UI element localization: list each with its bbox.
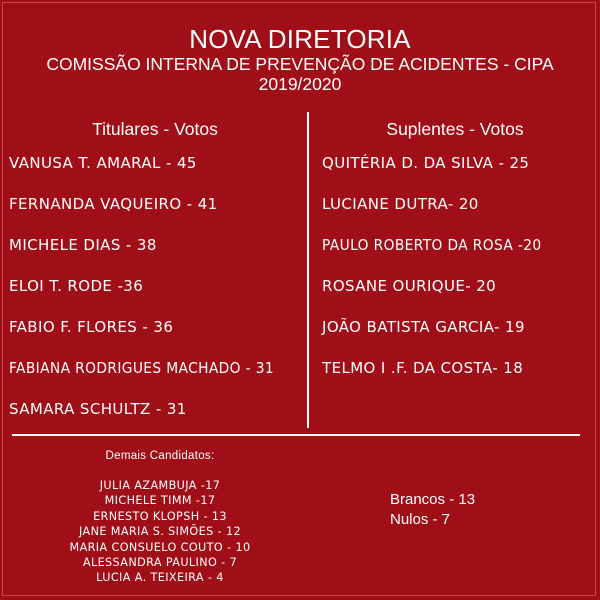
suplente-item: PAULO ROBERTO DA ROSA -20 xyxy=(322,236,542,254)
titulares-list xyxy=(9,152,305,439)
suplente-item: LUCIANE DUTRA- 20 xyxy=(322,195,479,213)
demais-item: MARIA CONSUELO COUTO - 10 xyxy=(69,540,251,554)
suplente-item: JOÃO BATISTA GARCIA- 19 xyxy=(322,318,525,336)
header xyxy=(0,24,600,94)
titular-item: ELOI T. RODE -36 xyxy=(9,277,144,295)
suplente-item: TELMO I .F. DA COSTA- 18 xyxy=(322,359,524,377)
brancos-count: Brancos - 13 xyxy=(390,491,476,508)
demais-item: MICHELE TIMM -17 xyxy=(104,494,216,508)
suplente-item: ROSANE OURIQUE- 20 xyxy=(322,277,497,295)
titular-item: SAMARA SCHULTZ - 31 xyxy=(9,400,187,418)
nulos-count: Nulos - 7 xyxy=(390,511,451,528)
section-divider xyxy=(12,434,580,436)
demais-item: LUCIA A. TEIXEIRA - 4 xyxy=(96,571,224,585)
demais-item: ERNESTO KLOPSH - 13 xyxy=(93,509,227,523)
suplentes-list xyxy=(322,152,592,398)
titular-item: FABIANA RODRIGUES MACHADO - 31 xyxy=(9,359,275,377)
titulares-heading: Titulares - Votos xyxy=(92,119,218,139)
titular-item: MICHELE DIAS - 38 xyxy=(9,236,157,254)
suplente-item: QUITÉRIA D. DA SILVA - 25 xyxy=(322,154,530,172)
term-year: 2019/2020 xyxy=(258,74,342,94)
demais-list xyxy=(40,478,280,586)
demais-item: ALESSANDRA PAULINO - 7 xyxy=(82,556,238,570)
titular-item: FERNANDA VAQUEIRO - 41 xyxy=(9,195,218,213)
suplentes-heading: Suplentes - Votos xyxy=(386,119,524,139)
titular-item: FABIO F. FLORES - 36 xyxy=(9,318,174,336)
titular-item: VANUSA T. AMARAL - 45 xyxy=(9,154,197,172)
demais-item: JULIA AZAMBUJA -17 xyxy=(99,479,221,492)
demais-heading: Demais Candidatos: xyxy=(105,450,215,462)
page-subtitle: COMISSÃO INTERNA DE PREVENÇÃO DE ACIDENTES - CIPA xyxy=(46,54,554,74)
demais-item: JANE MARIA S. SIMÕES - 12 xyxy=(79,525,241,539)
totals xyxy=(390,490,475,530)
column-divider xyxy=(307,112,309,428)
page-title: NOVA DIRETORIA xyxy=(189,24,411,54)
